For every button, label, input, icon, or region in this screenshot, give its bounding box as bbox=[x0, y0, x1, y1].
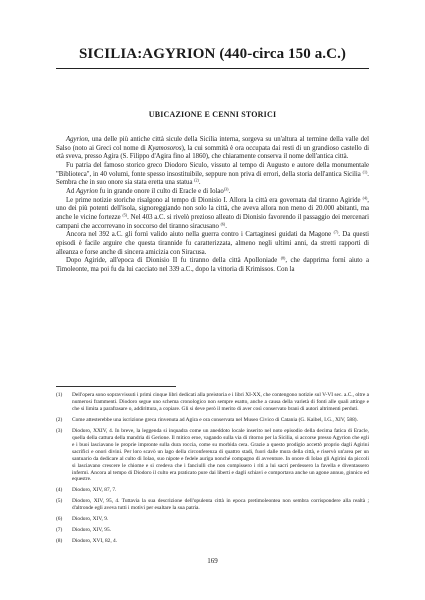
footnote-rule bbox=[56, 386, 176, 387]
footnote-number: (2) bbox=[56, 416, 63, 423]
footnote bbox=[56, 392, 369, 413]
paragraph bbox=[56, 162, 369, 188]
text-run: Dopo Agiride, all'epoca di Dionisio II fu tiranno della città Apolloniade bbox=[66, 257, 281, 265]
text-run: . bbox=[225, 222, 227, 230]
paragraph bbox=[56, 197, 369, 232]
footnote-number: (3) bbox=[56, 427, 63, 434]
footnote-number: (7) bbox=[56, 527, 63, 534]
paragraph bbox=[56, 136, 369, 162]
footnote bbox=[56, 428, 369, 484]
footnote-ref[interactable]: (6) bbox=[220, 221, 226, 227]
footnote bbox=[56, 527, 369, 534]
footnote-ref[interactable]: (2) bbox=[194, 177, 199, 183]
page-title: SICILIA:AGYRION (440-circa 150 a.C.) bbox=[78, 46, 347, 62]
paragraph bbox=[56, 257, 369, 274]
footnote-ref[interactable]: (8) bbox=[280, 255, 286, 261]
footnote-number: (5) bbox=[56, 498, 63, 505]
italic-text: Agyrion bbox=[66, 136, 88, 143]
text-run: , che dapprima fornì aiuto a Timoleonte, ma poi fu da lui cacciato nel 339 a.C., dopo la vittoria di Krimissos. Con la bbox=[56, 257, 369, 273]
footnote-ref[interactable]: (4) bbox=[362, 195, 368, 201]
section-heading: UBICAZIONE E CENNI STORICI bbox=[148, 110, 277, 119]
text-run: . Da questi episodi è facile arguire che questa tirannide fu caratterizzata, almeno negli ultimi anni, da stretti rapporti di alleanza e forse anche di sincera amicizia con Siracusa. bbox=[56, 231, 369, 256]
footnote bbox=[56, 498, 369, 512]
text-run: Fu patria del famoso storico greco Diodoro Siculo, vissuto al tempo di Augusto e autore della monumentale "Biblioteca", in 40 volumi, fonte spesso insostituibile, seppure non priva di errori, della storia dell'antica Sicilia bbox=[56, 161, 369, 178]
text-run: ), la cui sommità è ora occupata dai resti di un grandioso castello di età sveva, presso Agira (S. Filippo d'Agira fino al 1860), che chiaramente conserva il nome dell'antica città. bbox=[56, 144, 369, 161]
footnote-ref[interactable]: (3) bbox=[223, 186, 229, 192]
footnote-text: Diodoro, XIV, 95. bbox=[72, 527, 111, 534]
body-text bbox=[56, 136, 369, 275]
footnote bbox=[56, 538, 369, 545]
footnote-text: Come attesterebbe una iscrizione greca rinvenuta ad Agira e ora conservata nel Museo Civico di Catania (G. Kaibel, I.G., XIV, 588). bbox=[72, 416, 358, 423]
footnotes bbox=[56, 392, 369, 549]
paragraph bbox=[56, 231, 369, 257]
text-run: fu in grande onore il culto di Eracle e di Iolao bbox=[97, 187, 224, 195]
footnote-text: Diodoro, XIV, 95, 4. Tuttavia la sua descrizione dell'opulenta città in epoca pretimoleontea non sembra corrispondere alla realtà ; d'altronde egli aveva tutti i motivi per esaltare la sua patria. bbox=[72, 498, 369, 512]
footnote-text: Diodoro, XXIV, 4. In breve, la leggenda si inquadra come un aneddoto locale inserito nel noto episodio della decima fatica di Eracle, quella della cattura della mandria di Gerione. Il mitico eroe, vagando sulla via di ritorno per la Sicilia, si accorse presso Agyrion che egli e i buoi lasciavano le proprie impronte sulla dura roccia, come su morbida cera. Grazie a questo prodigio accettò proprio dagli Agirini sacrifici e onori divini. Per loro scavò un lago della circonferenza di quattro stadi, fuori dalle mura della città, e riservò un'area per un santuario da dedicare al culto di Iolao, suo nipote e fedele auriga nonché compagno di avventure. In onore di Iolao gli Agirini da piccoli si lasciavano crescere le chiome e si credeva che i fanciulli che non compissero i riti a lui sacri perdessero la favella e diventassero infermi. Ancora al tempo di Diodoro il culto era praticato pure dai liberti e dagli schiavi e comportava anche un agone annuo, ginnico ed equestre. bbox=[72, 427, 369, 483]
paragraph bbox=[56, 188, 369, 197]
text-run: . bbox=[228, 187, 231, 195]
footnote-text: Diodoro, XVI, 82, 4. bbox=[72, 538, 118, 545]
footnote-text: Dell'opera sono sopravvissuti i primi cinque libri dedicati alla preistoria e i libri XI-XX, che contengono notizie sul V-VI sec. a.C., oltre a numerosi frammenti. Diodoro segue uno schema cronologico non sempre esatto, anche a causa della varietà di fonti alle quali attinge e che si limita a parafrasare o, addirittura, a copiare. Gli si deve però il merito di aver così conservato brani di autori altrimenti perduti. bbox=[72, 392, 369, 412]
footnote-number: (4) bbox=[56, 487, 63, 494]
footnote-ref[interactable]: (5) bbox=[122, 212, 128, 218]
text-run: Ad bbox=[66, 187, 77, 195]
text-run: , uno dei più potenti dell'isola, signoreggiando non solo la città, che aveva allora non meno di 20.000 abitanti, ma anche le vicine fortezze bbox=[56, 196, 369, 221]
italic-text: Agyrion bbox=[76, 187, 98, 195]
footnote-number: (8) bbox=[56, 538, 63, 545]
text-run: Ancora nel 392 a.C. gli fornì valido aiuto nella guerra contro i Cartaginesi guidati da Magone bbox=[66, 231, 334, 239]
footnote bbox=[56, 516, 369, 523]
title-rule bbox=[56, 68, 369, 69]
page-number: 169 bbox=[207, 557, 218, 565]
text-run: . bbox=[198, 179, 201, 187]
footnote-text: Diodoro, XIV, 9. bbox=[72, 516, 109, 523]
footnote-ref[interactable]: (7) bbox=[333, 229, 339, 235]
italic-text: Kyamosoros bbox=[147, 144, 182, 152]
text-run: Le prime notizie storiche risalgono al tempo di Dionisio I. Allora la città era governata dal tiranno Agiride bbox=[66, 196, 363, 204]
footnote-number: (6) bbox=[56, 516, 63, 523]
footnote bbox=[56, 417, 369, 424]
footnote bbox=[56, 487, 369, 494]
footnote-number: (1) bbox=[56, 392, 63, 398]
text-run: . Nel 403 a.C. si rivelò prezioso alleato di Dionisio favorendo il passaggio dei mercenari campani che accorrevano in soccorso del tiranno siracusano bbox=[56, 213, 369, 230]
text-run: , una delle più antiche città sicule della Sicilia interna, sorgeva su un'altura al termine della valle del Salso (noto ai Greci col nome di bbox=[56, 136, 369, 152]
footnote-text: Diodoro, XIV, 87, 7. bbox=[72, 487, 117, 494]
footnote-ref[interactable]: (1) bbox=[362, 169, 368, 175]
text-run: . Sembra che in suo onore sia stata eretta una statua bbox=[56, 170, 369, 187]
